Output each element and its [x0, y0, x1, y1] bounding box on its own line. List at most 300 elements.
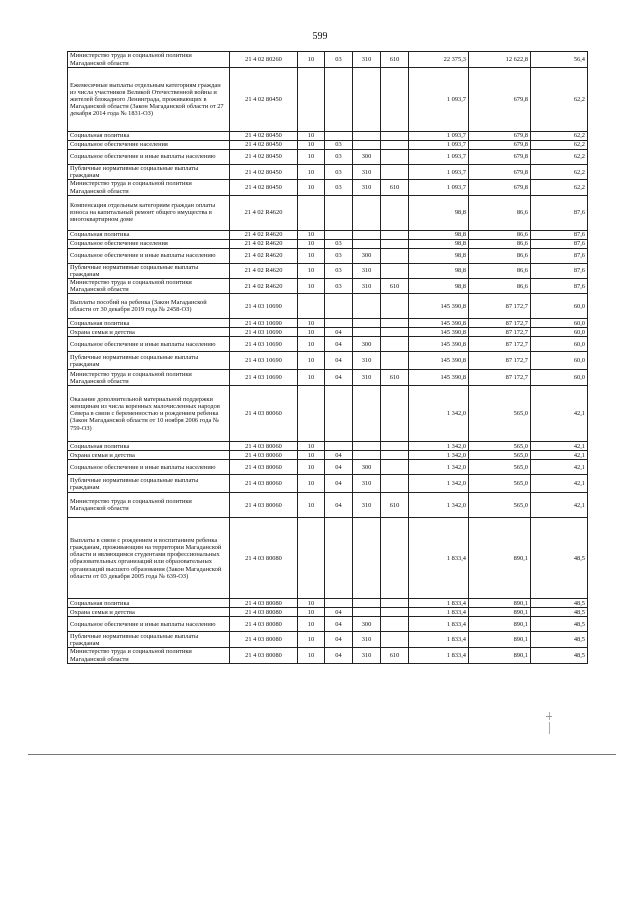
- cell-expense-type: [353, 294, 381, 319]
- cell-expense-type: 310: [353, 52, 381, 68]
- cell-fact: 890,1: [469, 608, 531, 617]
- cell-name: Выплаты пособий на ребенка (Закон Магаданской области от 30 декабря 2019 года № 2458-ОЗ): [68, 294, 230, 319]
- cell-percent: 87,6: [531, 248, 588, 263]
- cell-fact: 679,8: [469, 68, 531, 132]
- cell-section: 10: [298, 165, 325, 180]
- cell-expense-type: 310: [353, 165, 381, 180]
- cell-plan: 145 390,8: [409, 370, 469, 386]
- cell-code: 21 4 03 80060: [230, 442, 298, 451]
- cell-plan: 1 342,0: [409, 451, 469, 460]
- cell-admin-code: 610: [381, 279, 409, 294]
- cell-code: 21 4 03 80080: [230, 648, 298, 663]
- cell-expense-type: 310: [353, 632, 381, 648]
- cell-expense-type: [353, 518, 381, 599]
- cell-name: Министерство труда и социальной политики Магаданской области: [68, 493, 230, 518]
- cell-admin-code: [381, 150, 409, 165]
- table-row: [68, 442, 588, 451]
- cell-subsection: 04: [325, 328, 353, 337]
- cell-name: Социальное обеспечение населения: [68, 141, 230, 150]
- table-row: [68, 370, 588, 386]
- cell-code: 21 4 02 R4620: [230, 195, 298, 230]
- cell-name: Министерство труда и социальной политики Магаданской области: [68, 52, 230, 68]
- table-row: [68, 248, 588, 263]
- cell-percent: 42,1: [531, 451, 588, 460]
- cell-admin-code: 610: [381, 648, 409, 663]
- cell-code: 21 4 02 80450: [230, 180, 298, 195]
- cell-percent: 60,0: [531, 352, 588, 370]
- cell-plan: 1 093,7: [409, 68, 469, 132]
- cell-name: Социальное обеспечение и иные выплаты населению: [68, 617, 230, 632]
- cell-fact: 86,6: [469, 239, 531, 248]
- cell-name: Социальная политика: [68, 230, 230, 239]
- cell-section: 10: [298, 632, 325, 648]
- cell-plan: 98,8: [409, 239, 469, 248]
- cell-plan: 145 390,8: [409, 328, 469, 337]
- cell-admin-code: 610: [381, 180, 409, 195]
- cell-fact: 890,1: [469, 632, 531, 648]
- cell-plan: 98,8: [409, 248, 469, 263]
- cell-section: 10: [298, 279, 325, 294]
- cell-fact: 890,1: [469, 648, 531, 663]
- table-row: [68, 141, 588, 150]
- cell-section: [298, 518, 325, 599]
- cell-subsection: [325, 68, 353, 132]
- table-row: [68, 599, 588, 608]
- cell-name: Министерство труда и социальной политики Магаданской области: [68, 180, 230, 195]
- cell-admin-code: [381, 442, 409, 451]
- cell-fact: 565,0: [469, 442, 531, 451]
- table-row: [68, 294, 588, 319]
- cell-subsection: [325, 319, 353, 328]
- cell-name: Компенсация отдельным категориям граждан оплаты взноса на капитальный ремонт общего имущества в многоквартирном доме: [68, 195, 230, 230]
- cell-plan: 1 342,0: [409, 460, 469, 475]
- cell-name: Социальная политика: [68, 319, 230, 328]
- table-row: [68, 451, 588, 460]
- cell-code: 21 4 03 80060: [230, 386, 298, 442]
- cell-subsection: 04: [325, 648, 353, 663]
- cell-percent: 42,1: [531, 460, 588, 475]
- cell-section: 10: [298, 132, 325, 141]
- table-row: [68, 165, 588, 180]
- cell-section: 10: [298, 451, 325, 460]
- cell-percent: 87,6: [531, 263, 588, 278]
- cell-section: 10: [298, 599, 325, 608]
- table-row: [68, 617, 588, 632]
- cell-expense-type: [353, 442, 381, 451]
- cell-subsection: [325, 518, 353, 599]
- cell-admin-code: [381, 451, 409, 460]
- table-row: [68, 475, 588, 493]
- cell-fact: 565,0: [469, 460, 531, 475]
- cell-section: 10: [298, 648, 325, 663]
- cell-fact: 565,0: [469, 493, 531, 518]
- cell-section: 10: [298, 352, 325, 370]
- cell-subsection: [325, 599, 353, 608]
- cell-plan: 1 093,7: [409, 165, 469, 180]
- cell-percent: 87,6: [531, 195, 588, 230]
- cell-subsection: 03: [325, 165, 353, 180]
- cell-expense-type: [353, 599, 381, 608]
- cell-expense-type: [353, 68, 381, 132]
- cell-subsection: [325, 442, 353, 451]
- cell-expense-type: 300: [353, 248, 381, 263]
- cell-name: Министерство труда и социальной политики Магаданской области: [68, 279, 230, 294]
- table-row: [68, 239, 588, 248]
- cell-plan: 1 093,7: [409, 180, 469, 195]
- table-row: [68, 493, 588, 518]
- cell-code: 21 4 02 80450: [230, 141, 298, 150]
- cell-percent: 42,1: [531, 493, 588, 518]
- table-row: [68, 352, 588, 370]
- cell-plan: 1 093,7: [409, 132, 469, 141]
- table-row: [68, 328, 588, 337]
- cell-percent: 62,2: [531, 141, 588, 150]
- cell-plan: 98,8: [409, 195, 469, 230]
- table-row: [68, 230, 588, 239]
- cell-admin-code: 610: [381, 52, 409, 68]
- cell-expense-type: [353, 132, 381, 141]
- cell-code: 21 4 02 R4620: [230, 248, 298, 263]
- cell-name: Оказание дополнительной материальной поддержки женщинам из числа коренных малочисленных народов Севера в связи с беременностью и рождением ребенка (Закон Магаданской области от 10 ноября 2006 года № 759-ОЗ): [68, 386, 230, 442]
- cell-code: 21 4 02 80450: [230, 68, 298, 132]
- cell-name: Выплаты в связи с рождением и воспитанием ребенка гражданам, проживающим на территории Магаданской области и являющимся студентами профессиональных образовательных организаций или образовательных организаций высшего образования (Закон Магаданской области от 03 декабря 2005 года № 639-ОЗ): [68, 518, 230, 599]
- cell-section: [298, 294, 325, 319]
- cell-percent: 42,1: [531, 386, 588, 442]
- cell-percent: 62,2: [531, 150, 588, 165]
- cell-section: 10: [298, 328, 325, 337]
- cell-subsection: 03: [325, 52, 353, 68]
- cell-admin-code: [381, 386, 409, 442]
- table-row: [68, 195, 588, 230]
- cell-expense-type: 310: [353, 263, 381, 278]
- cell-percent: 62,2: [531, 165, 588, 180]
- cell-expense-type: 310: [353, 648, 381, 663]
- cell-admin-code: [381, 599, 409, 608]
- cell-name: Социальное обеспечение и иные выплаты населению: [68, 248, 230, 263]
- cell-code: 21 4 03 10690: [230, 328, 298, 337]
- bottom-rule: [28, 754, 616, 755]
- cell-expense-type: [353, 386, 381, 442]
- cell-subsection: [325, 132, 353, 141]
- cell-code: 21 4 03 80080: [230, 599, 298, 608]
- cell-percent: 48,5: [531, 518, 588, 599]
- cell-admin-code: [381, 518, 409, 599]
- cell-name: Министерство труда и социальной политики Магаданской области: [68, 370, 230, 386]
- cell-code: 21 4 02 80450: [230, 132, 298, 141]
- cell-code: 21 4 03 80080: [230, 617, 298, 632]
- cell-fact: 679,8: [469, 165, 531, 180]
- cell-percent: 60,0: [531, 337, 588, 352]
- cell-name: Публичные нормативные социальные выплаты гражданам: [68, 165, 230, 180]
- cell-subsection: 04: [325, 337, 353, 352]
- cell-admin-code: [381, 632, 409, 648]
- cell-name: Социальное обеспечение населения: [68, 239, 230, 248]
- budget-table: [67, 51, 588, 664]
- cell-plan: 145 390,8: [409, 337, 469, 352]
- cell-name: Охрана семьи и детства: [68, 328, 230, 337]
- cell-name: Социальное обеспечение и иные выплаты населению: [68, 150, 230, 165]
- cell-name: Социальное обеспечение и иные выплаты населению: [68, 337, 230, 352]
- cell-expense-type: [353, 230, 381, 239]
- cell-percent: 87,6: [531, 230, 588, 239]
- cell-subsection: 03: [325, 239, 353, 248]
- cell-plan: 98,8: [409, 230, 469, 239]
- cell-section: [298, 68, 325, 132]
- cell-plan: 145 390,8: [409, 319, 469, 328]
- cell-percent: 87,6: [531, 239, 588, 248]
- cell-code: 21 4 02 R4620: [230, 279, 298, 294]
- cell-code: 21 4 02 R4620: [230, 263, 298, 278]
- cell-plan: 1 342,0: [409, 442, 469, 451]
- cell-section: 10: [298, 617, 325, 632]
- table-row: [68, 386, 588, 442]
- cell-expense-type: 310: [353, 370, 381, 386]
- cell-fact: 565,0: [469, 475, 531, 493]
- cell-code: 21 4 03 80060: [230, 493, 298, 518]
- table-row: [68, 132, 588, 141]
- cell-code: 21 4 03 80060: [230, 451, 298, 460]
- cell-name: Ежемесячные выплаты отдельным категориям граждан из числа участников Великой Отечественной войны и жителей блокадного Ленинграда, проживающих в Магаданской области (Закон Магаданской области от 27 декабря 2014 года № 1831-ОЗ): [68, 68, 230, 132]
- cell-subsection: 04: [325, 370, 353, 386]
- cell-section: 10: [298, 239, 325, 248]
- cell-subsection: 04: [325, 608, 353, 617]
- table-row: [68, 648, 588, 663]
- cell-admin-code: [381, 460, 409, 475]
- cell-subsection: 04: [325, 475, 353, 493]
- table-row: [68, 632, 588, 648]
- cell-section: [298, 386, 325, 442]
- cell-subsection: [325, 386, 353, 442]
- cell-name: Министерство труда и социальной политики Магаданской области: [68, 648, 230, 663]
- cell-expense-type: 300: [353, 460, 381, 475]
- cell-fact: 87 172,7: [469, 352, 531, 370]
- cell-subsection: 04: [325, 632, 353, 648]
- cell-plan: 1 093,7: [409, 150, 469, 165]
- cell-section: 10: [298, 493, 325, 518]
- cell-percent: 48,5: [531, 599, 588, 608]
- cell-subsection: 03: [325, 180, 353, 195]
- cell-admin-code: [381, 230, 409, 239]
- cell-fact: 87 172,7: [469, 328, 531, 337]
- cell-code: 21 4 03 80080: [230, 608, 298, 617]
- cell-percent: 48,5: [531, 617, 588, 632]
- cell-code: 21 4 03 10690: [230, 337, 298, 352]
- cell-name: Публичные нормативные социальные выплаты гражданам: [68, 263, 230, 278]
- cell-subsection: [325, 195, 353, 230]
- cell-percent: 87,6: [531, 279, 588, 294]
- cell-admin-code: [381, 617, 409, 632]
- table-row: [68, 518, 588, 599]
- cell-percent: 42,1: [531, 442, 588, 451]
- cell-section: 10: [298, 370, 325, 386]
- cell-section: 10: [298, 319, 325, 328]
- cell-name: Публичные нормативные социальные выплаты гражданам: [68, 352, 230, 370]
- table-row: [68, 608, 588, 617]
- cell-admin-code: [381, 608, 409, 617]
- cell-fact: 86,6: [469, 248, 531, 263]
- cell-admin-code: [381, 141, 409, 150]
- cell-code: 21 4 03 10690: [230, 352, 298, 370]
- cell-section: 10: [298, 442, 325, 451]
- cell-section: 10: [298, 475, 325, 493]
- cell-fact: 565,0: [469, 386, 531, 442]
- cell-section: [298, 195, 325, 230]
- cell-section: 10: [298, 150, 325, 165]
- cell-fact: 87 172,7: [469, 370, 531, 386]
- cell-plan: 1 833,4: [409, 608, 469, 617]
- cell-code: 21 4 02 80450: [230, 150, 298, 165]
- cell-percent: 60,0: [531, 319, 588, 328]
- cell-expense-type: [353, 319, 381, 328]
- cell-fact: 679,8: [469, 180, 531, 195]
- table-row: [68, 279, 588, 294]
- cell-expense-type: 300: [353, 617, 381, 632]
- cell-expense-type: [353, 195, 381, 230]
- cell-code: 21 4 03 10690: [230, 294, 298, 319]
- cell-fact: 87 172,7: [469, 294, 531, 319]
- cell-percent: 48,5: [531, 608, 588, 617]
- cell-plan: 1 833,4: [409, 648, 469, 663]
- cell-subsection: 04: [325, 493, 353, 518]
- cell-section: 10: [298, 263, 325, 278]
- cell-name: Охрана семьи и детства: [68, 608, 230, 617]
- cell-code: 21 4 03 80060: [230, 475, 298, 493]
- cell-fact: 679,8: [469, 150, 531, 165]
- cell-fact: 890,1: [469, 599, 531, 608]
- scan-mark: [546, 716, 552, 717]
- cell-percent: 60,0: [531, 328, 588, 337]
- cell-plan: 145 390,8: [409, 352, 469, 370]
- cell-expense-type: 310: [353, 475, 381, 493]
- cell-section: 10: [298, 180, 325, 195]
- cell-code: 21 4 03 80080: [230, 518, 298, 599]
- cell-subsection: 03: [325, 248, 353, 263]
- cell-code: 21 4 03 10690: [230, 319, 298, 328]
- cell-plan: 1 833,4: [409, 599, 469, 608]
- cell-percent: 62,2: [531, 68, 588, 132]
- cell-name: Публичные нормативные социальные выплаты гражданам: [68, 475, 230, 493]
- cell-code: 21 4 03 10690: [230, 370, 298, 386]
- cell-subsection: 03: [325, 141, 353, 150]
- cell-expense-type: [353, 451, 381, 460]
- table-row: [68, 150, 588, 165]
- cell-fact: 565,0: [469, 451, 531, 460]
- cell-section: 10: [298, 337, 325, 352]
- table-row: [68, 319, 588, 328]
- cell-admin-code: [381, 328, 409, 337]
- cell-fact: 87 172,7: [469, 337, 531, 352]
- table-row: [68, 68, 588, 132]
- cell-admin-code: [381, 352, 409, 370]
- table-row: [68, 337, 588, 352]
- cell-percent: 60,0: [531, 294, 588, 319]
- cell-admin-code: 610: [381, 370, 409, 386]
- cell-expense-type: 310: [353, 279, 381, 294]
- cell-plan: 1 833,4: [409, 617, 469, 632]
- table-row: [68, 180, 588, 195]
- table-row: [68, 263, 588, 278]
- cell-plan: 1 093,7: [409, 141, 469, 150]
- cell-subsection: [325, 230, 353, 239]
- cell-code: 21 4 03 80060: [230, 460, 298, 475]
- cell-percent: 60,0: [531, 370, 588, 386]
- cell-fact: 86,6: [469, 230, 531, 239]
- cell-expense-type: [353, 608, 381, 617]
- cell-percent: 62,2: [531, 180, 588, 195]
- cell-section: 10: [298, 52, 325, 68]
- cell-plan: 1 342,0: [409, 386, 469, 442]
- cell-plan: 1 833,4: [409, 632, 469, 648]
- cell-expense-type: 300: [353, 337, 381, 352]
- cell-expense-type: [353, 328, 381, 337]
- cell-subsection: 03: [325, 279, 353, 294]
- cell-plan: 1 833,4: [409, 518, 469, 599]
- cell-expense-type: [353, 239, 381, 248]
- cell-admin-code: [381, 475, 409, 493]
- cell-section: 10: [298, 141, 325, 150]
- cell-subsection: 04: [325, 352, 353, 370]
- cell-admin-code: [381, 165, 409, 180]
- cell-percent: 62,2: [531, 132, 588, 141]
- cell-admin-code: [381, 294, 409, 319]
- cell-code: 21 4 03 80080: [230, 632, 298, 648]
- cell-subsection: 04: [325, 617, 353, 632]
- cell-section: 10: [298, 248, 325, 263]
- cell-subsection: 03: [325, 263, 353, 278]
- cell-subsection: [325, 294, 353, 319]
- cell-admin-code: 610: [381, 493, 409, 518]
- cell-fact: 890,1: [469, 518, 531, 599]
- cell-admin-code: [381, 263, 409, 278]
- table-row: [68, 52, 588, 68]
- cell-expense-type: 310: [353, 180, 381, 195]
- cell-code: 21 4 02 R4620: [230, 239, 298, 248]
- cell-percent: 42,1: [531, 475, 588, 493]
- cell-admin-code: [381, 132, 409, 141]
- cell-percent: 48,5: [531, 648, 588, 663]
- cell-section: 10: [298, 230, 325, 239]
- cell-fact: 86,6: [469, 263, 531, 278]
- cell-subsection: 03: [325, 150, 353, 165]
- cell-name: Социальная политика: [68, 599, 230, 608]
- cell-admin-code: [381, 239, 409, 248]
- cell-plan: 1 342,0: [409, 475, 469, 493]
- cell-admin-code: [381, 195, 409, 230]
- scan-mark: [549, 722, 550, 734]
- cell-expense-type: 310: [353, 493, 381, 518]
- cell-fact: 86,6: [469, 195, 531, 230]
- cell-expense-type: 300: [353, 150, 381, 165]
- cell-fact: 679,8: [469, 132, 531, 141]
- cell-code: 21 4 02 80450: [230, 165, 298, 180]
- cell-admin-code: [381, 319, 409, 328]
- cell-code: 21 4 02 R4620: [230, 230, 298, 239]
- cell-expense-type: 310: [353, 352, 381, 370]
- cell-fact: 86,6: [469, 279, 531, 294]
- cell-subsection: 04: [325, 451, 353, 460]
- cell-code: 21 4 02 80260: [230, 52, 298, 68]
- cell-subsection: 04: [325, 460, 353, 475]
- cell-name: Социальное обеспечение и иные выплаты населению: [68, 460, 230, 475]
- cell-name: Социальная политика: [68, 132, 230, 141]
- cell-plan: 22 375,3: [409, 52, 469, 68]
- page-number: 599: [312, 31, 328, 42]
- table-body: [68, 52, 588, 664]
- cell-name: Публичные нормативные социальные выплаты гражданам: [68, 632, 230, 648]
- cell-percent: 56,4: [531, 52, 588, 68]
- cell-plan: 98,8: [409, 263, 469, 278]
- cell-admin-code: [381, 68, 409, 132]
